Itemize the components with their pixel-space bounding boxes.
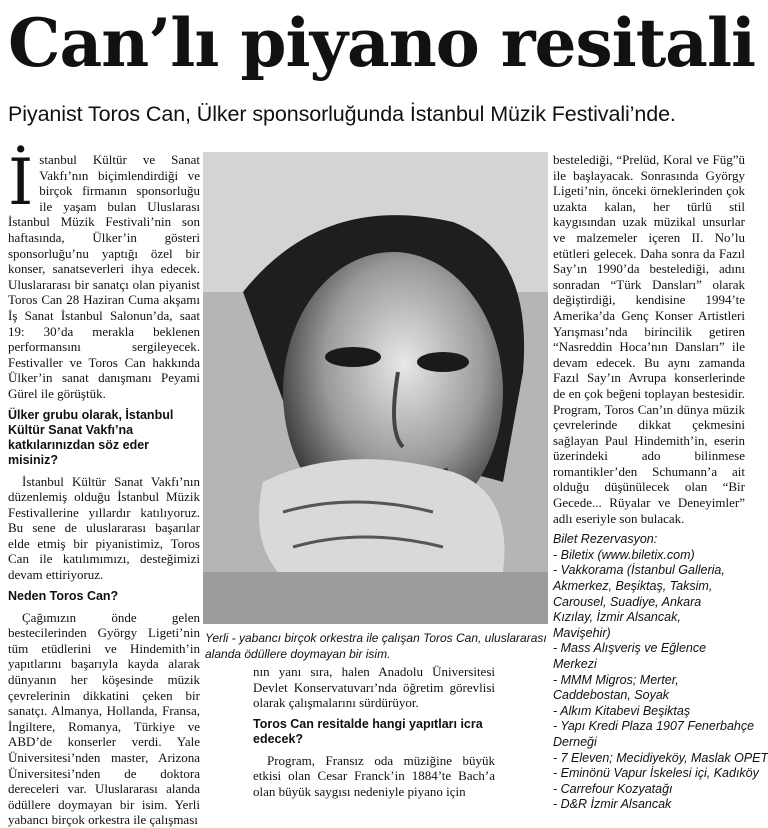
continued-text: nın yanı sıra, halen Anadolu Üniversitesi Devlet Konservatuvarı’nda öğretim görevlisi olarak çalışmalarını sürdürüyor. <box>253 664 495 711</box>
question-3: Toros Can resitalde hangi yapıtları icra edecek? <box>253 716 483 746</box>
intro-text: stanbul Kültür ve Sanat Vakfı’nın biçimlendirdiği ve birçok firmanın sponsorluğu ile yaşam bulan Uluslarası İstanbul Müzik Festivali’nin son haftasında, Ülker’in gösteri sponsorluğu’nu yaptığı özel bir konser, sanatseverleri ihya edecek. Uluslararası bir sanatçı olan piyanist Toros Can 28 Haziran Cuma akşamı İş Sanat İstanbul Salonun’da, saat 19: 30’da merakla beklenen performansını sergileyecek. Festivaller ve Toros Can hakkında Ülker’in sanat danışmanı Peyami Gürel ile görüştük. <box>8 152 200 401</box>
headline: Can’lı piyano resitali <box>8 4 756 82</box>
column-right <box>553 152 768 812</box>
ticket-line: Merkezi <box>553 657 597 671</box>
subheadline: Piyanist Toros Can, Ülker sponsorluğunda İstanbul Müzik Festivali’nde. <box>8 102 676 126</box>
drop-cap: İ <box>8 146 34 220</box>
column-left <box>8 146 200 828</box>
ticket-line: Derneği <box>553 734 597 749</box>
intro-paragraph <box>8 146 200 402</box>
answer-3: Program, Fransız oda müziğine büyük etkisi olan Cesar Franck’in 1884’te Bach’a olan büyük saygısı nedeniyle piyano için <box>253 752 495 799</box>
program-text: bestelediği, “Prelüd, Koral ve Füg”ü ile başlayacak. Sonrasında György Ligeti’nin, önceki örneklerinden çok uzakta kalan, her türlü stil kaygısından uzak müzikal unsurlar ve malzemeler içeren II. No’lu etütleri gelecek. Daha sonra da Fazıl Say’ın 1990’da bestelediği, adını sonradan “Türk Dansları” olarak değiştirdiği, kendisine 1994’te Amerika’da Genç Konser Artistleri Yarışması’nda birincilik getiren “Nasreddin Hoca’nın Dansları” ile devam edecek. Bu aynı zamanda Fazıl Say’ın Avrupa konserlerinde de en çok beğeni toplayan bestesidir. Program, Toros Can’ın dünya müzik çevrelerinde dikkat çekmesini sağlayan Paul Hindemith’in, eserin üzerindeki ado bilinmese romantikler’den Schumann’a ait olduğu düşünülecek olan “Bir Gecede... Rüyalar ve Deneyimler” adlı eseriyle son bulacak. <box>553 152 745 526</box>
answer-1: İstanbul Kültür Sanat Vakfı’nın düzenlemiş olduğu İstanbul Müzik Festivallerine yıllardır katılıyoruz. Bu sene de uluslararası başarılar elde etmiş bir piyanistimiz, Toros Can ile katılımımızı, desteğimizi devam ettiriyoruz. <box>8 473 200 583</box>
ticket-line: - Mass Alışveriş ve Eğlence <box>553 641 707 656</box>
ticket-line: Caddebostan, Soyak <box>553 688 670 703</box>
portrait-illustration <box>203 152 548 624</box>
ticket-line: - Yapı Kredi Plaza 1907 Fenerbahçe <box>553 719 755 734</box>
ticket-line: - MMM Migros; Merter, <box>553 672 679 687</box>
portrait-photo <box>203 152 548 624</box>
answer-2: Çağımızın önde gelen bestecilerinden György Ligeti’nin tüm etüdlerini ve Hindemith’in yapıtlarını başarıyla kayda alarak dünyanın her köşesinde müzik çevrelerinin dikkatini çeken bir sanatçı. Almanya, Hollanda, Fransa, İngiltere, Romanya, Türkiye ve ABD’de konserler verdi. Yale Üniversitesi’nden master, Arizona Üniversitesi’nden de doktora dereceleri var. Uluslararası alanda ödüllere doymayan bir isim. Yerli yabancı birçok orkestra ile çalışması <box>8 609 200 828</box>
photo-caption: Yerli - yabancı birçok orkestra ile çalışan Toros Can, uluslararası alanda ödüllere doymayan bir isim. <box>205 631 547 661</box>
ticket-heading: Bilet Rezervasyon: <box>553 532 658 547</box>
ticket-line: - Alkım Kitabevi Beşiktaş <box>553 703 691 718</box>
ticket-line: - Vakkorama (İstanbul Galleria, <box>553 563 725 578</box>
ticket-line: Carousel, Suadiye, Ankara <box>553 594 702 609</box>
ticket-line: Kızılay, İzmir Alsancak, <box>553 610 681 625</box>
ticket-line: - Eminönü Vapur İskelesi içi, Kadıköy <box>553 766 759 781</box>
ticket-line: Akmerkez, Beşiktaş, Taksim, <box>553 579 713 594</box>
question-1: Ülker grubu olarak, İstanbul Kültür Sanat Vakfı’na katkılarınızdan söz eder misiniz? <box>8 407 174 467</box>
ticket-line: - 7 Eleven; Mecidiyeköy, Maslak OPET <box>553 750 768 765</box>
ticket-line: Mavişehir) <box>553 625 611 640</box>
ticket-line: - Carrefour Kozyatağı <box>553 781 673 796</box>
ticket-line: - D&R İzmir Alsancak <box>553 797 672 812</box>
ticket-info <box>553 532 768 813</box>
ticket-line: - Biletix (www.biletix.com) <box>553 547 695 562</box>
question-2: Neden Toros Can? <box>8 588 119 603</box>
column-middle <box>253 664 495 805</box>
